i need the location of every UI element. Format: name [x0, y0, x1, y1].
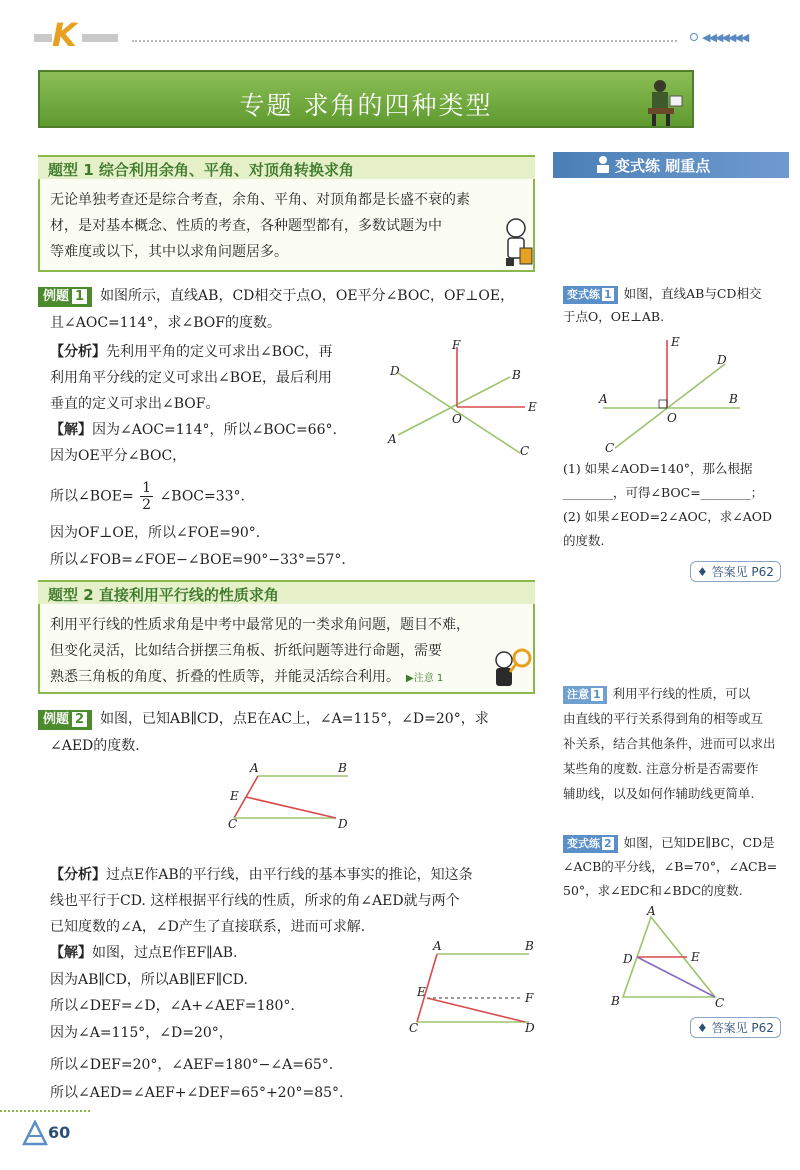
practice1-figure — [595, 330, 755, 455]
example1-statement — [38, 283, 514, 309]
footer-divider — [0, 1110, 90, 1112]
example1-tag: 例题 1 — [38, 287, 92, 307]
practice2-line: 50°，求∠EDC和∠BDC的度数. — [563, 883, 743, 898]
type2-note-line: 利用平行线的性质求角是中考中最常见的一类求角问题，题目不难， — [50, 617, 470, 633]
pfig2-label-B: B — [611, 994, 620, 1008]
example1-solution-line: 所以∠BOE= $\frac{1}{2}$ ∠BOC=33°. — [50, 480, 246, 513]
example1-solution-line: 所以∠FOB=∠FOE−∠BOE=90°−33°=57°. — [50, 552, 346, 568]
type2-note-line: 但变化灵活，比如结合拼摆三角板、折纸问题等进行命题，需要 — [50, 643, 442, 659]
pfig1-label-A: A — [599, 392, 608, 406]
example1-analysis-line: 垂直的定义可求出∠BOF。 — [50, 396, 220, 412]
fig3-label-B: B — [525, 940, 534, 953]
type1-note-line: 材，是对基本概念、性质的考查，各种题型都有，多数试题为中 — [50, 218, 442, 234]
practice2-line: ∠ACB的平分线，∠B=70°，∠ACB= — [563, 859, 778, 874]
student-reading-icon — [638, 70, 690, 128]
note1-line: 由直线的平行关系得到角的相等或互 — [563, 711, 764, 726]
fig2-label-A: A — [250, 761, 259, 775]
example2-solution-line: 所以∠DEF=20°，∠AEF=180°−∠A=65°. — [50, 1057, 334, 1073]
fig1-label-F: F — [452, 338, 461, 352]
note1-line: 补关系，结合其他条件，进而可以求出 — [563, 736, 776, 751]
fig2-label-D: D — [338, 817, 348, 830]
example2-solution-line: 所以∠AED=∠AEF+∠DEF=65°+20°=85°. — [50, 1085, 344, 1101]
page-number: 60 — [48, 1123, 71, 1142]
example2-analysis-line: 线也平行于CD. 这样根据平行线的性质，所求的角∠AED就与两个 — [50, 893, 460, 909]
fig1-label-C: C — [520, 444, 530, 458]
practice1-question: (1) 如果∠AOD=140°，那么根据 — [563, 461, 753, 476]
title-banner — [38, 70, 694, 128]
pfig2-label-A: A — [647, 905, 656, 918]
example2-analysis-line: 已知度数的∠A，∠D产生了直接联系，进而可求解. — [50, 919, 366, 935]
type2-note-line: 熟悉三角板的角度、折叠的性质等，并能灵活综合利用。 ▶注意 1 — [50, 669, 444, 685]
header-arrows-icon: ◀◀◀◀◀◀◀ — [690, 31, 790, 47]
practice1-statement: 变式练 1 如图，直线AB与CD相交 — [563, 283, 761, 305]
page-logo-icon — [22, 1120, 48, 1146]
fig2-label-E: E — [230, 789, 239, 803]
pfig1-label-B: B — [729, 392, 738, 406]
fig1-label-A: A — [388, 432, 397, 446]
example2-solution-line: 所以∠DEF=∠D，∠A+∠AEF=180°. — [50, 998, 295, 1014]
answer-link-1[interactable]: ♦ 答案见 P62 — [690, 561, 781, 582]
fig1-label-E: E — [528, 400, 537, 414]
fig3-label-D: D — [525, 1021, 535, 1035]
example2-solution-line: 因为∠A=115°，∠D=20°， — [50, 1025, 233, 1041]
type1-note — [38, 179, 535, 272]
example2-analysis: 【分析】过点E作AB的平行线，由平行线的基本事实的推论，知这条 — [50, 867, 473, 883]
example1-analysis-line: 利用角平分线的定义可求出∠BOE，最后利用 — [50, 370, 332, 386]
fig3-label-A: A — [433, 940, 442, 953]
example2-statement — [38, 706, 489, 732]
practice2-figure — [605, 905, 735, 1010]
fig1-label-B: B — [512, 368, 521, 382]
answer-bulb-icon: ♦ — [697, 565, 708, 579]
practice2-tag: 变式练 2 — [563, 835, 618, 853]
note1-tag: 注意 1 — [563, 686, 607, 704]
pfig2-label-D: D — [623, 952, 633, 966]
fig3-label-C: C — [409, 1021, 419, 1035]
fig3-label-E: E — [417, 985, 426, 999]
example1-line: 如图所示，直线AB，CD相交于点O，OE平分∠BOC，OF⊥OE， — [100, 288, 515, 304]
type1-note-line: 无论单独考查还是综合考查，余角、平角、对顶角都是长盛不衰的素 — [50, 192, 470, 208]
pfig1-label-D: D — [717, 353, 727, 367]
fraction-half: $\frac{1}{2}$ — [142, 480, 152, 513]
pfig2-label-C: C — [715, 996, 725, 1010]
type2-title: 题型 2 直接利用平行线的性质求角 — [48, 586, 279, 604]
example1-line: 且∠AOC=114°，求∠BOF的度数。 — [50, 315, 281, 331]
example2-line: 如图，已知AB∥CD，点E在AC上，∠A=115°，∠D=20°，求 — [100, 711, 489, 727]
fig3-label-F: F — [525, 991, 534, 1005]
brand-logo: K — [30, 20, 130, 50]
thinking-cartoon-icon — [496, 214, 536, 270]
example1-solution: 【解】因为∠AOC=114°，所以∠BOC=66°. — [50, 422, 337, 438]
note1-line: 辅助线，以及如何作辅助线更简单. — [563, 786, 755, 801]
pfig2-label-E: E — [691, 950, 700, 964]
type2-header — [38, 580, 535, 604]
example1-figure — [380, 335, 545, 460]
example2-solution: 【解】如图，过点E作EF∥AB. — [50, 945, 238, 961]
type2-note — [38, 604, 535, 694]
type1-note-line: 等难度或以下，其中以求角问题居多。 — [50, 244, 288, 260]
example2-line: ∠AED的度数. — [50, 738, 140, 754]
example1-analysis: 【分析】先利用平角的定义可求出∠BOC，再 — [50, 344, 333, 360]
pfig1-label-C: C — [605, 441, 615, 455]
page-title: 专题 求角的四种类型 — [239, 91, 493, 120]
note-ref-link[interactable]: ▶注意 1 — [406, 673, 444, 684]
practice1-question: 的度数. — [563, 533, 605, 548]
example2-solution-line: 因为AB∥CD，所以AB∥EF∥CD. — [50, 972, 248, 988]
example1-solution-line: 因为OE平分∠BOC， — [50, 448, 187, 464]
answer-bulb-icon: ♦ — [697, 1021, 708, 1035]
fig2-label-C: C — [228, 817, 238, 830]
practice1-line: 于点O，OE⊥AB. — [563, 309, 665, 324]
practice1-question: ________，可得∠BOC=________； — [563, 485, 764, 500]
type1-title: 题型 1 综合利用余角、平角、对顶角转换求角 — [48, 161, 354, 179]
type1-header — [38, 155, 535, 179]
practice1-tag: 变式练 1 — [563, 286, 618, 304]
answer-link-2[interactable]: ♦ 答案见 P62 — [690, 1017, 781, 1038]
note1-line: 某些角的度数. 注意分析是否需要作 — [563, 761, 759, 776]
practice2-statement: 变式练 2 如图，已知DE∥BC，CD是 — [563, 832, 775, 854]
fig2-label-B: B — [338, 761, 347, 775]
example2-figure2 — [405, 940, 545, 1040]
pfig1-label-E: E — [671, 335, 680, 349]
example2-figure1 — [220, 760, 360, 830]
magnifier-cartoon-icon — [490, 644, 534, 692]
example2-tag: 例题 2 — [38, 710, 92, 730]
practice-header — [553, 152, 789, 178]
header-divider — [132, 40, 677, 42]
pfig1-label-O: O — [667, 411, 677, 425]
note1-statement: 注意 1 利用平行线的性质，可以 — [563, 683, 750, 705]
example1-solution-line: 因为OF⊥OE，所以∠FOE=90°. — [50, 525, 261, 541]
practice1-question: (2) 如果∠EOD=2∠AOC，求∠AOD — [563, 509, 773, 524]
fig1-label-D: D — [390, 364, 400, 378]
fig1-label-O: O — [452, 412, 462, 426]
practice-title: 变式练 刷重点 — [615, 157, 711, 175]
reader-icon — [593, 155, 613, 175]
page-number-badge — [14, 1120, 94, 1150]
